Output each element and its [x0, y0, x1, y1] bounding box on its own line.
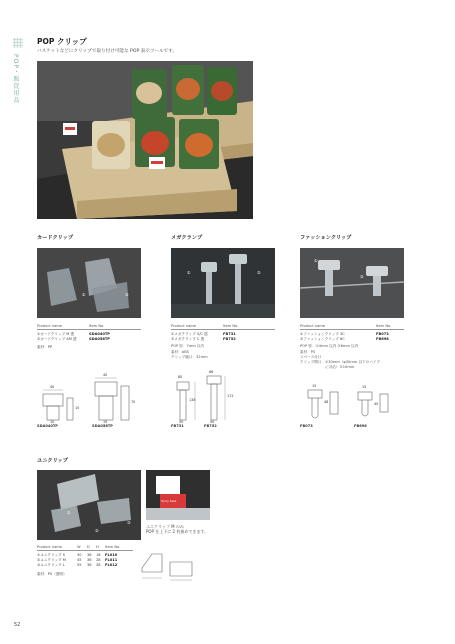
spec-text: POP 厚：7mm 以内 素材：ABS クリップ幅口：32mm	[171, 344, 208, 359]
table-row: ③ユニクリップ L 55 36 38 FL012	[37, 563, 118, 568]
mega-clamp-title: メガクランプ	[171, 235, 203, 241]
fashion-clip-photo	[300, 248, 404, 318]
fashion-clip-caption-1: FB073	[300, 424, 313, 428]
dim-label: 66	[209, 370, 214, 374]
card-clip-photo	[37, 248, 141, 318]
table-row: ②カードクリップ AM 透 SDA058TP	[37, 337, 110, 342]
uni-clip-title: ユニクリップ	[37, 458, 68, 464]
page-title: POP クリップ	[37, 37, 87, 46]
mega-clamp-caption-1: FB731	[171, 424, 184, 428]
sidebar-grid-icon	[13, 38, 23, 48]
dim-label: 40	[103, 373, 108, 377]
mega-clamp-photo	[171, 248, 275, 318]
dim-label: 15	[75, 406, 80, 410]
uni-clip-photo	[37, 470, 141, 540]
side-card-text: Sorry Sale	[161, 499, 177, 503]
hero-photo	[37, 61, 253, 219]
dim-label: 10	[50, 420, 55, 424]
mega-clamp-caption-2: FB752	[204, 424, 217, 428]
card-clip-marker-1: ①	[82, 292, 86, 297]
page-number: 52	[14, 622, 21, 628]
dim-label: 80	[178, 375, 183, 379]
card-clip-diagram	[37, 370, 147, 430]
card-clip-title: カードクリップ	[37, 235, 74, 241]
uni-clip-marker-3: ③	[127, 520, 131, 525]
page-description: バスケットなどにクリップで取り付け可能な POP 表示ツールです。	[37, 49, 177, 54]
uni-clip-side-photo	[146, 470, 210, 520]
mega-clamp-marker-1: ①	[187, 270, 191, 275]
mega-clamp-marker-2: ②	[257, 270, 261, 275]
card-clip-caption-1: SDA040TP	[37, 424, 58, 428]
card-clip-table-header	[37, 324, 141, 330]
dim-label: 15	[362, 385, 367, 389]
table-row: ①ユニクリップ S 30 36 18 FL010	[37, 553, 118, 557]
fashion-clip-table-header: Product name Item No.	[300, 324, 404, 330]
col-item-no: Item No.	[89, 324, 105, 328]
fashion-clip-marker-2: ②	[360, 274, 364, 279]
dim-label: 50	[179, 420, 184, 424]
mega-clamp-diagram	[171, 370, 281, 430]
dim-label: 138	[189, 398, 196, 402]
fashion-clip-marker-1: ①	[314, 258, 318, 263]
mega-clamp-table-header: Product name Item No.	[171, 324, 275, 330]
uni-clip-diagram	[138, 548, 198, 582]
table-row: ②メガクランプ C 透 FB752	[171, 337, 236, 342]
spec-text: POP 厚：①4mm 以内 ②6mm 以内 素材：PS スペース付け クリップ開口：①30mm（φ30mm 以下のパイプ に対応）②10mm	[300, 344, 380, 369]
uni-clip-table	[37, 553, 133, 577]
fashion-clip-table	[300, 332, 404, 370]
material-text: 素材：PP	[37, 345, 53, 350]
mega-clamp-table	[171, 332, 275, 360]
dim-label: 40	[50, 385, 55, 389]
uni-clip-marker-1: ①	[67, 510, 71, 515]
table-row: ①カードクリップ M 透 SDA040TP	[37, 332, 110, 336]
fashion-clip-caption-2: FB698	[354, 424, 367, 428]
dim-label: 48	[324, 400, 329, 404]
dim-label: 50	[210, 420, 215, 424]
uni-clip-table-header: Product name W D H Item No.	[37, 545, 133, 551]
sidebar-label: POP・販促用品	[12, 54, 19, 104]
card-clip-caption-2: SDA058TP	[92, 424, 113, 428]
dim-label: 15	[312, 384, 317, 388]
fashion-clip-diagram	[300, 382, 410, 430]
dim-label: 40	[374, 402, 379, 406]
table-row: ②ファッションクリップ 6C FB698	[300, 337, 389, 342]
card-clip-table	[37, 332, 141, 351]
uni-clip-side-caption: ユニクリップ M のみ POP を上下に 2 枚嵌めできます。	[146, 524, 209, 535]
card-clip-marker-2: ②	[125, 292, 129, 297]
col-product-name: Product name	[37, 324, 62, 328]
table-row: ①メガクランプ S/C 透 FB731	[171, 332, 236, 336]
dim-label: 70	[131, 400, 136, 404]
table-row: ②ユニクリップ M 45 36 28 FL011	[37, 558, 118, 563]
uni-clip-marker-2: ②	[95, 528, 99, 533]
dim-label: 172	[227, 394, 234, 398]
material-text: 素材：PS（透明）	[37, 571, 67, 576]
table-row: ①ファッションクリップ 3C FB073	[300, 332, 389, 336]
fashion-clip-title: ファッションクリップ	[300, 235, 352, 241]
dim-label: 15	[103, 420, 108, 424]
